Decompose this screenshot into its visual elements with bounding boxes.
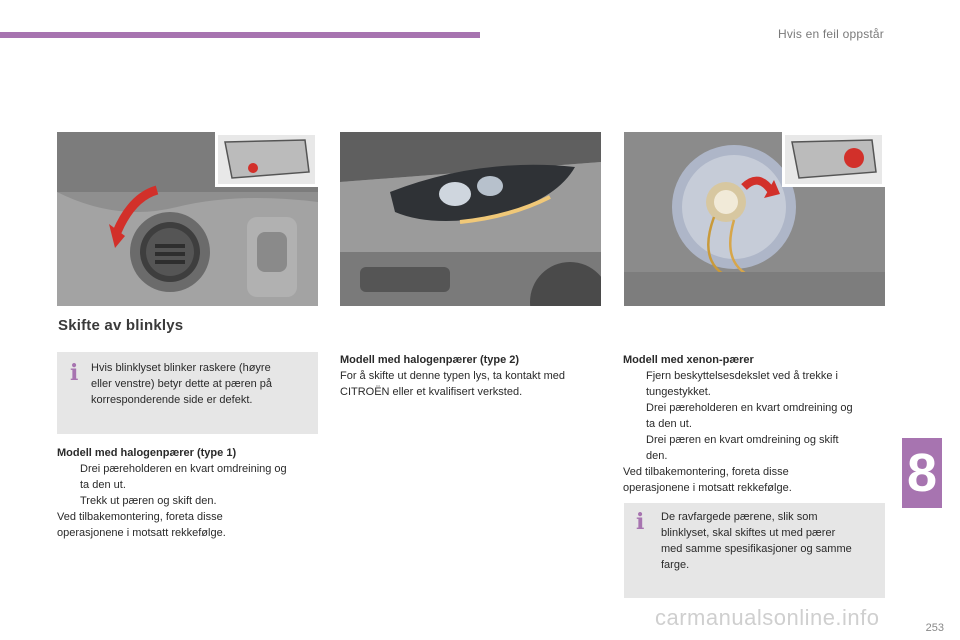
info-box-1-text: Hvis blinklyset blinker raskere (høyre eller venstre) betyr dette at pæren på korresponderende side er defekt. [91,362,272,406]
photo-halogen-type-1 [57,132,318,306]
col1-footer: Ved tilbakemontering, foreta disse operasjonene i motsatt rekkefølge. [57,511,226,539]
col2-heading: Modell med halogenpærer (type 2) [340,354,520,366]
watermark: carmanualsonline.info [655,605,880,630]
col1-bullet-2: Trekk ut pæren og skift den. [80,495,217,507]
col2-text-block [340,352,605,400]
chapter-number-tab: 8 [902,438,942,508]
header-accent-bar [0,32,480,38]
col2-line-2: CITROËN eller et kvalifisert verksted. [340,386,523,398]
page-number: 253 [925,622,944,634]
col1-text-block [57,445,322,541]
col3-bullet-3: Drei pæren en kvart omdreining og skift den. [646,434,839,462]
info-icon: i [636,509,645,535]
photo-xenon-bulb-holder [624,132,885,306]
col3-bullet-1: Fjern beskyttelsesdekslet ved å trekke i tungestykket. [646,370,838,398]
col2-line-1: For å skifte ut denne typen lys, ta kontakt med [340,370,566,382]
section-title: Skifte av blinklys [58,317,184,334]
col3-footer: Ved tilbakemontering, foreta disse operasjonene i motsatt rekkefølge. [623,466,792,494]
info-box-2 [624,503,885,598]
col3-bullet-2: Drei pæreholderen en kvart omdreining og ta den ut. [646,402,853,430]
col1-bullet-1: Drei pæreholderen en kvart omdreining og ta den ut. [80,463,287,491]
photo-front-headlight-type-2 [340,132,601,306]
col3-text-block [623,352,888,496]
info-box-1 [57,352,318,434]
col1-heading: Modell med halogenpærer (type 1) [57,447,237,459]
page-header-title: Hvis en feil oppstår [777,27,884,41]
info-box-2-text: De ravfargede pærene, slik som blinklyset, skal skiftes ut med pærer med samme spesifikasjoner og samme farge. [661,511,852,571]
col3-heading: Modell med xenon-pærer [623,354,754,366]
info-icon: i [70,360,79,386]
